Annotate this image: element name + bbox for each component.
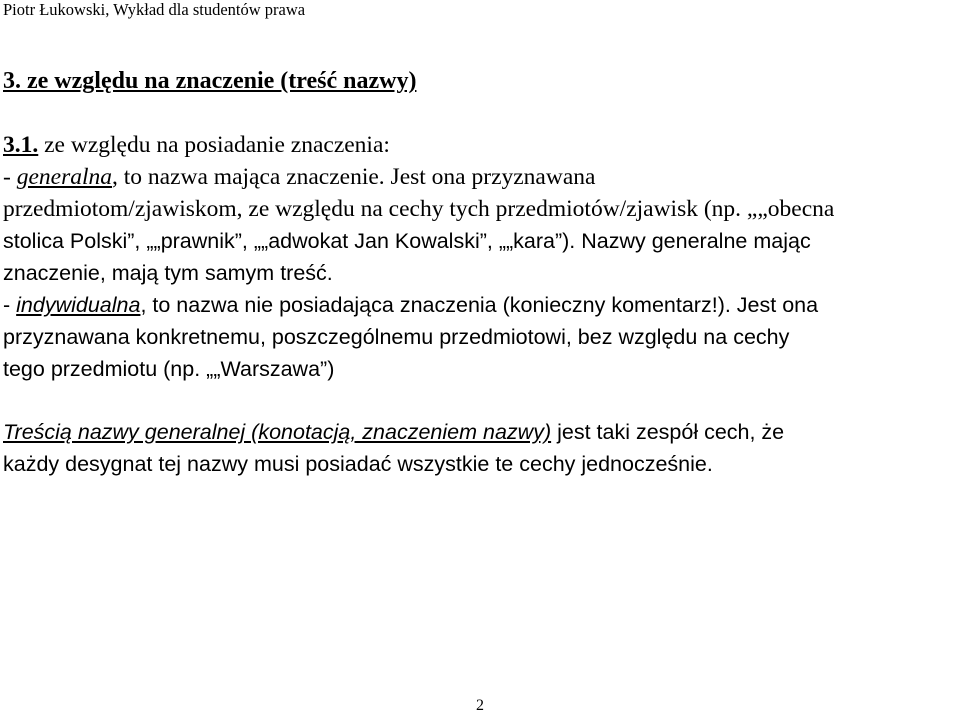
section-heading: 3. ze względu na znaczenie (treść nazwy) <box>3 68 417 94</box>
page-header: Piotr Łukowski, Wykład dla studentów prawa <box>3 0 306 19</box>
individual-line-1 <box>3 290 818 320</box>
general-line-1-rest: , to nazwa mająca znaczenie. Jest ona przyznawana <box>112 164 596 190</box>
subsection-title <box>3 130 390 160</box>
definition-line-1-rest: jest taki zespół cech, że <box>551 420 785 444</box>
general-line-1 <box>3 162 595 192</box>
general-line-4: znaczenie, mają tym samym treść. <box>3 261 333 285</box>
general-line-3: stolica Polski”, „„prawnik”, „„adwokat Jan Kowalski”, „„kara”). Nazwy generalne mając <box>3 229 811 253</box>
definition-line-2: każdy desygnat tej nazwy musi posiadać wszystkie te cechy jednocześnie. <box>3 452 713 476</box>
general-line-2: przedmiotom/zjawiskom, ze względu na cechy tych przedmiotów/zjawisk (np. „„obecna <box>3 196 835 222</box>
definition-term: Treścią nazwy generalnej (konotacją, znaczeniem nazwy) <box>3 420 552 444</box>
general-dash: - <box>3 164 17 190</box>
individual-line-1-rest: , to nazwa nie posiadająca znaczenia (konieczny komentarz!). Jest ona <box>140 293 819 317</box>
page-number: 2 <box>476 697 484 714</box>
definition-line-1 <box>3 417 784 447</box>
individual-line-2: przyznawana konkretnemu, poszczególnemu przedmiotowi, bez względu na cechy <box>3 325 790 349</box>
subsection-text: ze względu na posiadanie znaczenia: <box>38 132 390 158</box>
general-term: generalna <box>16 164 112 190</box>
individual-term: indywidualna <box>16 293 141 317</box>
individual-line-3: tego przedmiotu (np. „„Warszawa”) <box>3 357 335 381</box>
subsection-number: 3.1. <box>3 132 39 158</box>
individual-dash: - <box>3 293 17 317</box>
